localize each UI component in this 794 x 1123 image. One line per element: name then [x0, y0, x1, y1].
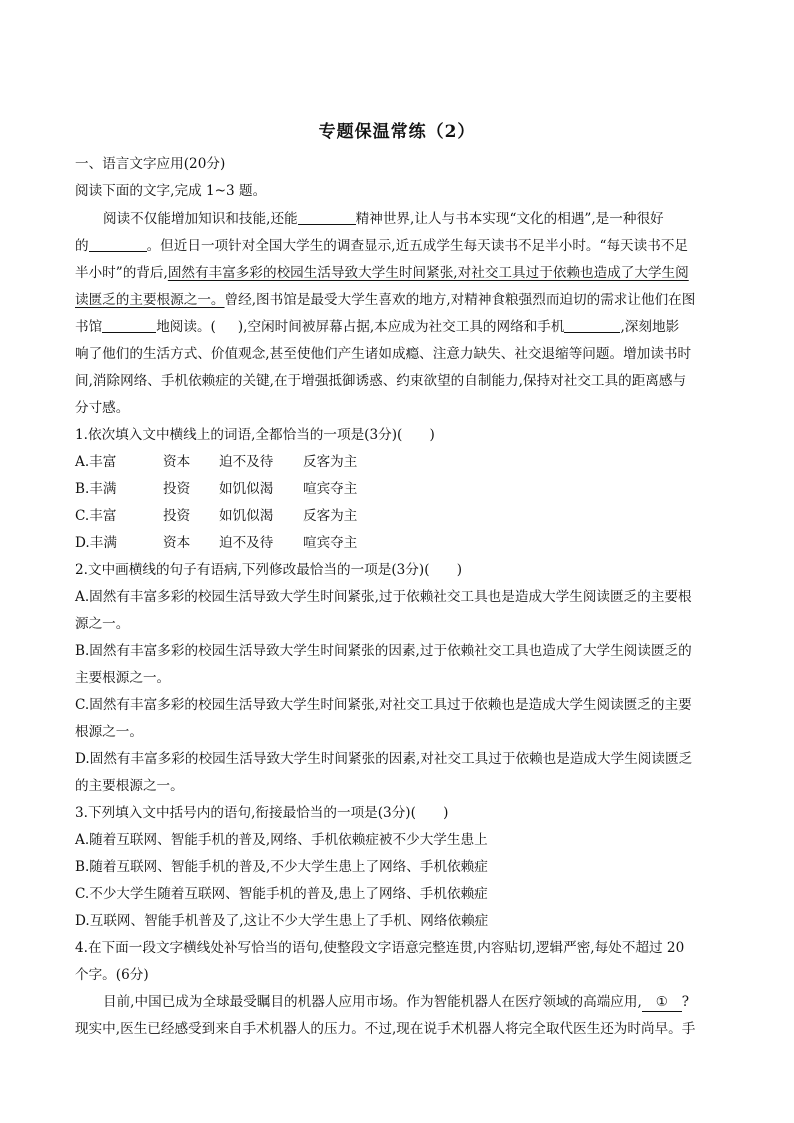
q1-option-b[interactable]: B.丰满 投资 如饥似渴 喧宾夺主	[75, 481, 358, 497]
section-heading: 一、语言文字应用(20分)	[75, 156, 226, 172]
passage-text: ),空闲时间被屏幕占据,本应成为社交工具的网络和手机	[237, 319, 565, 335]
passage-line-1	[103, 210, 720, 228]
passage-text: 书馆	[75, 319, 103, 335]
question-2-stem: 2.文中画横线的句子有语病,下列修改最恰当的一项是(3分)( )	[75, 562, 462, 578]
passage-text: 半小时”的背后,	[75, 265, 168, 281]
passage-text: 的	[75, 238, 89, 254]
question-4-stem: 4.在下面一段文字横线处补写恰当的语句,使整段文字语意完整连贯,内容贴切,逻辑严密,每处不超过 20	[75, 940, 685, 956]
question-4-stem-cont: 个字。(6分)	[75, 967, 149, 983]
question-1-stem: 1.依次填入文中横线上的词语,全都恰当的一项是(3分)( )	[75, 427, 435, 443]
q3-option-c[interactable]: C.不少大学生随着互联网、智能手机的普及,患上了网络、手机依赖症	[75, 886, 488, 902]
passage-text: 曾经,图书馆是最受大学生喜欢的地方,对精神食粮强烈而迫切的需求让他们在图	[224, 292, 696, 308]
q2-option-d[interactable]: D.固然有丰富多彩的校园生活导致大学生时间紧张的因素,对社交工具过于依赖也是造成大学生阅读匮乏	[75, 751, 693, 767]
q1-option-d[interactable]: D.丰满 资本 迫不及待 喧宾夺主	[75, 535, 358, 551]
q2-option-b-cont: 主要根源之一。	[75, 670, 171, 686]
passage-text: 。但近日一项针对全国大学生的调查显示,近五成学生每天读书不足半小时。“每天读书不足	[146, 238, 689, 254]
passage-text: 精神世界,让人与书本实现“文化的相遇”,是一种很好	[355, 211, 664, 227]
passage-line-7: 间,消除网络、手机依赖症的关键,在于增强抵御诱惑、约束欲望的自制能力,保持对社交工具的距离感与	[75, 373, 687, 389]
q1-option-a[interactable]: A.丰富 资本 迫不及待 反客为主	[75, 454, 358, 470]
q3-option-a[interactable]: A.随着互联网、智能手机的普及,网络、手机依赖症被不少大学生患上	[75, 832, 488, 848]
q2-option-c-cont: 根源之一。	[75, 724, 143, 740]
passage-line-4	[75, 291, 720, 309]
passage-text: ,深刻地影	[620, 319, 680, 335]
q2-option-d-cont: 的主要根源之一。	[75, 778, 184, 794]
q3-option-d[interactable]: D.互联网、智能手机普及了,这让不少大学生患上了手机、网络依赖症	[75, 913, 489, 929]
q3-option-b[interactable]: B.随着互联网、智能手机的普及,不少大学生患上了网络、手机依赖症	[75, 859, 488, 875]
q2-option-a-cont: 源之一。	[75, 616, 130, 632]
underlined-sentence: 读匮乏的主要根源之一。	[75, 292, 225, 308]
passage-text: 地阅读。(	[156, 319, 216, 335]
fill-blank-1[interactable]	[298, 210, 356, 225]
q2-option-c[interactable]: C.固然有丰富多彩的校园生活导致大学生时间紧张,对社交工具过于依赖也是造成大学生阅读匮乏的主要	[75, 697, 692, 713]
passage-line-8: 分寸感。	[75, 400, 130, 416]
q4-passage-line-1	[103, 993, 720, 1012]
fill-blank-3[interactable]	[102, 318, 156, 333]
underlined-sentence: 固然有丰富多彩的校园生活导致大学生时间紧张,对社交工具过于依赖也造成了大学生阅	[167, 265, 689, 281]
passage-line-3	[75, 264, 720, 282]
passage-line-2	[75, 237, 720, 255]
fill-blank-2[interactable]	[89, 237, 147, 252]
passage-line-5	[75, 318, 720, 336]
page-title: 专题保温常练（2）	[318, 122, 476, 142]
passage-text: 目前,中国已成为全球最受瞩目的机器人应用市场。作为智能机器人在医疗领域的高端应用,	[103, 994, 642, 1010]
passage-line-6: 响了他们的生活方式、价值观念,甚至使他们产生诸如成瘾、注意力缺失、社交退缩等问题。增加读书时	[75, 346, 692, 362]
passage-text: 阅读不仅能增加知识和技能,还能	[103, 211, 298, 227]
passage-text: ?	[681, 994, 690, 1010]
question-3-stem: 3.下列填入文中括号内的语句,衔接最恰当的一项是(3分)( )	[75, 805, 449, 821]
q2-option-a[interactable]: A.固然有丰富多彩的校园生活导致大学生时间紧张,过于依赖社交工具也是造成大学生阅读匮乏的主要根	[75, 589, 692, 605]
fill-blank-4[interactable]	[564, 318, 620, 333]
q2-option-b[interactable]: B.固然有丰富多彩的校园生活导致大学生时间紧张的因素,过于依赖社交工具也造成了大学生阅读匮乏的	[75, 643, 692, 659]
reading-instruction: 阅读下面的文字,完成 1~3 题。	[75, 183, 267, 199]
q4-passage-line-2: 现实中,医生已经感受到来自手术机器人的压力。不过,现在说手术机器人将完全取代医生还为时尚早。手	[75, 1021, 696, 1037]
q1-option-c[interactable]: C.丰富 投资 如饥似渴 反客为主	[75, 508, 358, 524]
answer-blank-1[interactable]: ①	[642, 993, 682, 1012]
